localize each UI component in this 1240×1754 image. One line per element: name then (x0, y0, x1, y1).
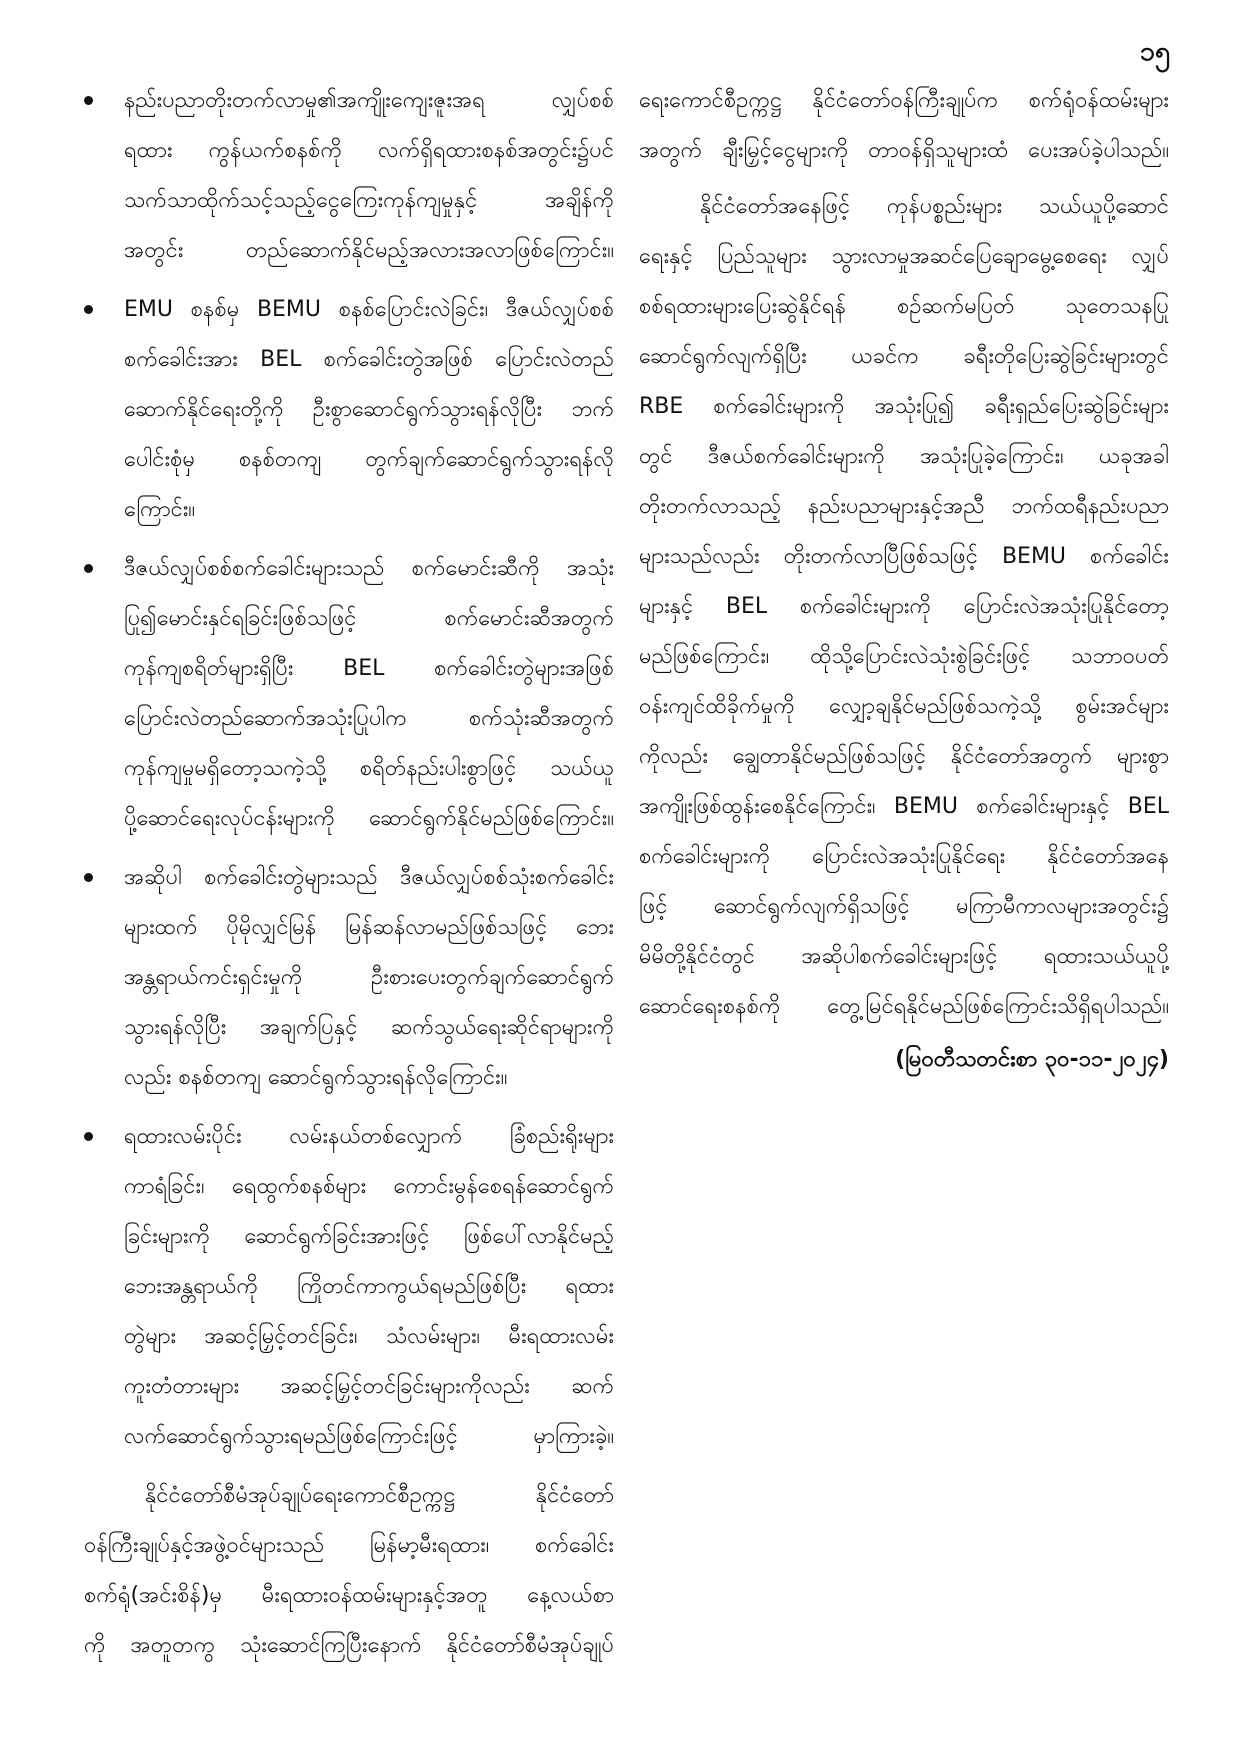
text-line: ဆောက်နိုင်ရေးတို့ကို ဦးစွာဆောင်ရွက်သွားရန်လိုပြီး ဘက် (124, 397, 614, 422)
text-line: ရေးနှင့် ပြည်သူများ သွားလာမှုအဆင်ပြေချောမွေ့စေရေး လျှပ် (639, 244, 1169, 269)
text-line: တွင် ဒီဇယ်စက်ခေါင်းများကို အသုံးပြုခဲ့ကြောင်း၊ ယခုအခါ (639, 444, 1169, 469)
text-line: အကျိုးဖြစ်ထွန်းစေနိုင်ကြောင်း၊ BEMU စက်ခေါင်းများနှင့် BEL (639, 794, 1169, 819)
text-line: အတွက် ချီးမြှင့်ငွေများကို တာဝန်ရှိသူများထံ ပေးအပ်ခဲ့ပါသည်။ (639, 138, 1169, 163)
text-line: ပြု၍မောင်းနှင်ရခြင်းဖြစ်သဖြင့် စက်မောင်းဆီအတွက် (124, 606, 614, 631)
text-line: အန္တရာယ်ကင်းရှင်းမှုကို ဦးစားပေးတွက်ချက်ဆောင်ရွက် (124, 965, 614, 990)
bullet-item (84, 1112, 614, 1462)
bullet-icon (84, 96, 93, 105)
text-line: ပေါင်းစုံမှ စနစ်တကျ တွက်ချက်ဆောင်ရွက်သွားရန်လို (124, 447, 614, 472)
bullet-list (84, 76, 614, 1462)
text-line: သွားရန်လိုပြီး အချက်ပြနှင့် ဆက်သွယ်ရေးဆိုင်ရာများကို (124, 1015, 614, 1040)
text-line: အဆိုပါ စက်ခေါင်းတွဲများသည် ဒီဇယ်လျှပ်စစ်သုံးစက်ခေါင်း (124, 865, 614, 890)
text-line: ကုန်ကျမှုမရှိတော့သကဲ့သို့ စရိတ်နည်းပါးစွာဖြင့် သယ်ယူ (124, 756, 614, 781)
text-line: စက်ခေါင်းအား BEL စက်ခေါင်းတွဲအဖြစ် ပြောင်းလဲတည် (124, 347, 614, 372)
bullet-icon (84, 305, 93, 314)
text-line: များသည်လည်း တိုးတက်လာပြီဖြစ်သဖြင့် BEMU စက်ခေါင်း (639, 544, 1169, 569)
text-line: တိုးတက်လာသည့် နည်းပညာများနှင့်အညီ ဘက်ထရီနည်းပညာ (639, 494, 1169, 519)
body-paragraph (84, 1471, 614, 1671)
text-line: များထက် ပိုမိုလျှင်မြန် မြန်ဆန်လာမည်ဖြစ်သဖြင့် ဘေး (124, 915, 614, 940)
bullet-icon (84, 873, 93, 882)
text-line: ကာရံခြင်း၊ ရေထွက်စနစ်များ ကောင်းမွန်စေရန်ဆောင်ရွက် (124, 1174, 614, 1199)
text-line: နည်းပညာတိုးတက်လာမှု၏အကျိုးကျေးဇူးအရ လျှပ်စစ် (124, 88, 614, 113)
text-line: စက်ခေါင်းများကို ပြောင်းလဲအသုံးပြုနိုင်ရေး နိုင်ငံတော်အနေ (639, 844, 1169, 869)
body-paragraph (639, 76, 1169, 176)
text-line: နိုင်ငံတော်အနေဖြင့် ကုန်ပစ္စည်းများ သယ်ယူပို့ဆောင် (700, 194, 1169, 219)
text-line: နိုင်ငံတော်စီမံအုပ်ချုပ်ရေးကောင်စီဥက္ကဋ္ဌ နိုင်ငံတော် (145, 1483, 614, 1508)
text-line: ကူးတံတားများ အဆင့်မြှင့်တင်ခြင်းများကိုလည်း ဆက် (124, 1374, 614, 1399)
text-line: မိမိတို့နိုင်ငံတွင် အဆိုပါစက်ခေါင်းများဖြင့် ရထားသယ်ယူပို့ (639, 944, 1169, 969)
text-line: ပို့ဆောင်ရေးလုပ်ငန်းများကို ဆောင်ရွက်နိုင်မည်ဖြစ်ကြောင်း။ (124, 806, 614, 831)
text-line: ဆောင်ရွက်လျက်ရှိပြီး ယခင်က ခရီးတိုပြေးဆွဲခြင်းများတွင် (639, 344, 1169, 369)
left-column (84, 76, 614, 1671)
text-line: ကြောင်း။ (124, 497, 196, 522)
text-line: ဖြင့် ဆောင်ရွက်လျက်ရှိသဖြင့် မကြာမီကာလများအတွင်း၌ (639, 894, 1169, 919)
text-line: စစ်ရထားများပြေးဆွဲနိုင်ရန် စဉ်ဆက်မပြတ် သုတေသနပြု (639, 294, 1169, 319)
text-line: ရထားလမ်းပိုင်း လမ်းနယ်တစ်လျှောက် ခြံစည်းရိုးများ (124, 1124, 614, 1149)
text-line: ကိုလည်း ချွေတာနိုင်မည်ဖြစ်သဖြင့် နိုင်ငံတော်အတွက် များစွာ (639, 744, 1169, 769)
source-citation: (မြဝတီသတင်းစာ ၃၀-၁၁-၂၀၂၄) (895, 1047, 1169, 1072)
text-line: ဘေးအန္တရာယ်ကို ကြိုတင်ကာကွယ်ရမည်ဖြစ်ပြီး ရထား (124, 1274, 614, 1299)
bullet-icon (84, 1132, 93, 1141)
bullet-item (84, 544, 614, 844)
right-column (639, 76, 1169, 1085)
text-line: လည်း စနစ်တကျ ဆောင်ရွက်သွားရန်လိုကြောင်း။ (124, 1065, 508, 1090)
text-line: ကုန်ကျစရိတ်များရှိပြီး BEL စက်ခေါင်းတွဲများအဖြစ် (124, 656, 614, 681)
text-line: ရထား ကွန်ယက်စနစ်ကို လက်ရှိရထားစနစ်အတွင်း၌ပင် (124, 138, 614, 163)
text-line: ကို အတူတကွ သုံးဆောင်ကြပြီးနောက် နိုင်ငံတော်စီမံအုပ်ချုပ် (84, 1633, 614, 1658)
page-number: ၁၅ (1139, 36, 1170, 67)
text-line: ရေးကောင်စီဥက္ကဋ္ဌ နိုင်ငံတော်ဝန်ကြီးချုပ်က စက်ရုံဝန်ထမ်းများ (639, 88, 1169, 113)
text-line: စက်ရုံ(အင်းစိန်)မှ မီးရထားဝန်ထမ်းများနှင့်အတူ နေ့လယ်စာ (84, 1583, 614, 1608)
text-line: ဆောင်ရေးစနစ်ကို တွေ့မြင်ရနိုင်မည်ဖြစ်ကြောင်းသိရှိရပါသည်။ (639, 994, 1169, 1019)
text-line: သက်သာထိုက်သင့်သည့်ငွေကြေးကုန်ကျမှုနှင့် အချိန်ကို (124, 188, 614, 213)
text-line: များနှင့် BEL စက်ခေါင်းများကို ပြောင်းလဲအသုံးပြုနိုင်တော့ (639, 594, 1169, 619)
text-line: RBE စက်ခေါင်းများကို အသုံးပြု၍ ခရီးရှည်ပြေးဆွဲခြင်းများ (639, 394, 1169, 419)
text-line: ပြောင်းလဲတည်ဆောက်အသုံးပြုပါက စက်သုံးဆီအတွက် (124, 706, 614, 731)
body-paragraph (639, 182, 1169, 1032)
text-line: လက်ဆောင်ရွက်သွားရမည်ဖြစ်ကြောင်းဖြင့် မှာကြားခဲ့။ (124, 1424, 614, 1449)
text-line: တွဲများ အဆင့်မြှင့်တင်ခြင်း၊ သံလမ်းများ၊ မီးရထားလမ်း (124, 1324, 614, 1349)
text-line: ခြင်းများကို ဆောင်ရွက်ခြင်းအားဖြင့် ဖြစ်ပေါ်လာနိုင်မည့် (124, 1224, 614, 1249)
text-line: ဝန်းကျင်ထိခိုက်မှုကို လျှော့ချနိုင်မည်ဖြစ်သကဲ့သို့ စွမ်းအင်များ (639, 694, 1169, 719)
text-line: အတွင်း တည်ဆောက်နိုင်မည့်အလားအလာဖြစ်ကြောင်း။ (124, 238, 614, 263)
bullet-icon (84, 564, 93, 573)
text-line: ဝန်ကြီးချုပ်နှင့်အဖွဲ့ဝင်များသည် မြန်မာ့မီးရထား၊ စက်ခေါင်း (84, 1533, 614, 1558)
bullet-item (84, 76, 614, 276)
text-line: EMU စနစ်မှ BEMU စနစ်ပြောင်းလဲခြင်း၊ ဒီဇယ်လျှပ်စစ် (124, 297, 614, 322)
text-line: ဒီဇယ်လျှပ်စစ်စက်ခေါင်းများသည် စက်မောင်းဆီကို အသုံး (124, 556, 614, 581)
bullet-item (84, 285, 614, 535)
bullet-item (84, 853, 614, 1103)
text-line: မည်ဖြစ်ကြောင်း၊ ထိုသို့ပြောင်းလဲသုံးစွဲခြင်းဖြင့် သဘာဝပတ် (639, 644, 1169, 669)
